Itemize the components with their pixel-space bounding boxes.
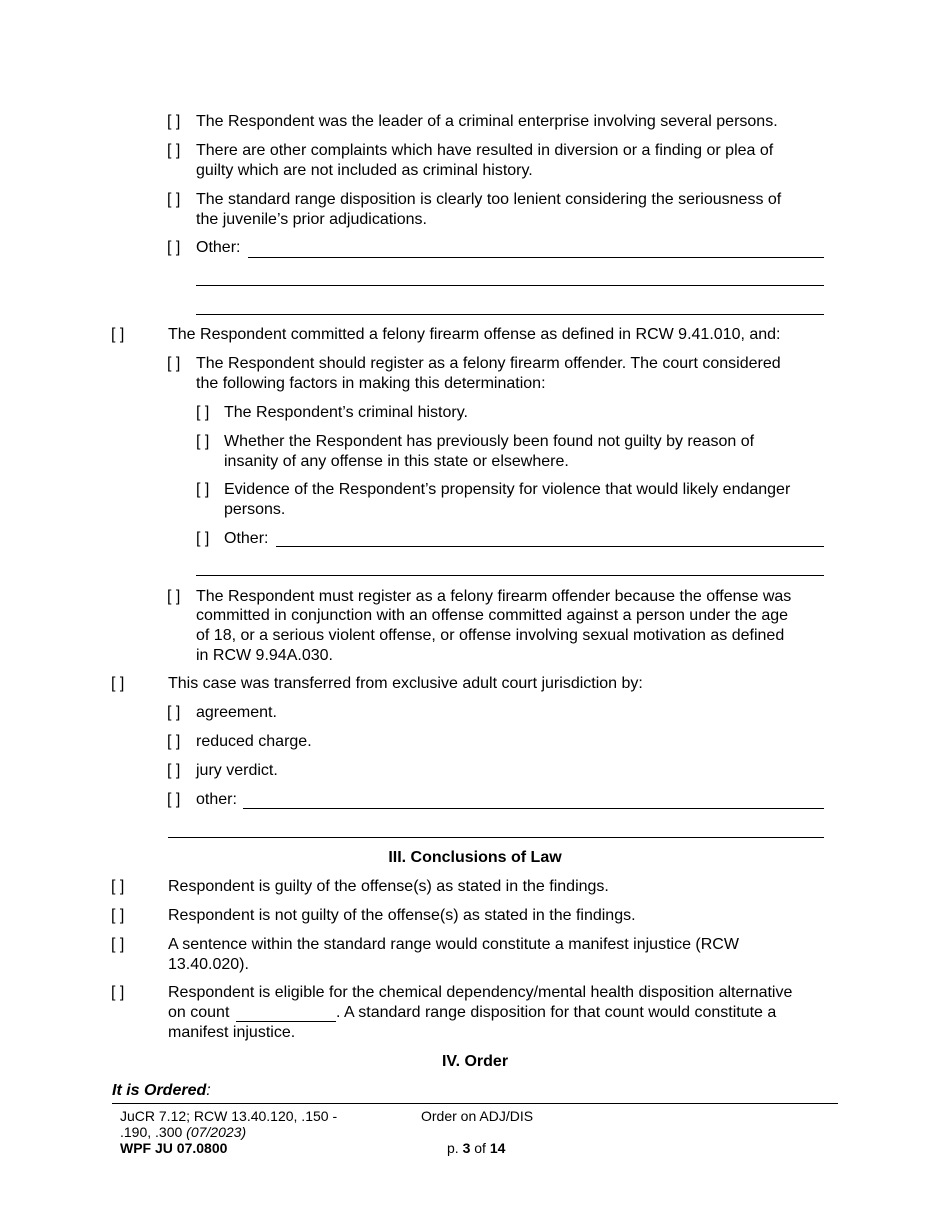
agreement-text: agreement.	[196, 704, 277, 721]
it-is-ordered	[112, 1081, 211, 1101]
too-lenient-text: The standard range disposition is clearly too lenient considering the seriousness of	[196, 191, 782, 208]
too-lenient-text-cont: the juvenile’s prior adjudications.	[196, 211, 427, 228]
footer-form-number: WPF JU 07.0800	[120, 1140, 228, 1156]
it-is-ordered-colon: :	[206, 1082, 211, 1099]
other-factor-line-1[interactable]	[248, 257, 824, 258]
footer-rule	[112, 1103, 838, 1104]
other-factor-line-3[interactable]	[196, 314, 824, 315]
manifest-injustice-text: A sentence within the standard range would constitute a manifest injustice (RCW	[168, 936, 739, 953]
firearm-offense-text: The Respondent committed a felony firearm offense as defined in RCW 9.41.010, and:	[168, 326, 781, 343]
must-register-text-3: of 18, or a serious violent offense, or offense involving sexual motivation as defined	[196, 627, 785, 644]
footer-revision-date: (07/2023)	[186, 1124, 247, 1140]
should-register-text-cont: the following factors in making this determination:	[196, 375, 546, 392]
must-register-text-2: committed in conjunction with an offense committed against a person under the age	[196, 607, 789, 624]
other-firearm-factor-line-1[interactable]	[276, 546, 824, 547]
count-blank-line[interactable]	[236, 1021, 336, 1022]
criminal-history-text: The Respondent’s criminal history.	[224, 404, 468, 421]
footer-rule-ref-cont	[120, 1124, 246, 1140]
other-factor-checkbox[interactable]: [ ]	[167, 239, 181, 256]
violence-text: Evidence of the Respondent’s propensity for violence that would likely endanger	[224, 481, 791, 498]
other-transfer-checkbox[interactable]: [ ]	[167, 791, 181, 808]
insanity-checkbox[interactable]: [ ]	[196, 433, 210, 450]
other-transfer-line-1[interactable]	[243, 808, 824, 809]
guilty-checkbox[interactable]: [ ]	[111, 878, 125, 895]
too-lenient-checkbox[interactable]: [ ]	[167, 191, 181, 208]
footer-page-number	[447, 1140, 505, 1156]
firearm-offense-checkbox[interactable]: [ ]	[111, 326, 125, 343]
other-transfer-line-2[interactable]	[168, 837, 824, 838]
criminal-history-checkbox[interactable]: [ ]	[196, 404, 210, 421]
other-firearm-factor-label: Other:	[224, 530, 269, 547]
eligible-text-end: manifest injustice.	[168, 1024, 296, 1041]
conclusions-heading: III. Conclusions of Law	[388, 849, 562, 866]
guilty-text: Respondent is guilty of the offense(s) as stated in the findings.	[168, 878, 609, 895]
manifest-injustice-checkbox[interactable]: [ ]	[111, 936, 125, 953]
eligible-text-cont: . A standard range disposition for that count would constitute a	[336, 1004, 777, 1021]
leader-checkbox[interactable]: [ ]	[167, 113, 181, 130]
transferred-checkbox[interactable]: [ ]	[111, 675, 125, 692]
footer-page-current: 3	[462, 1140, 471, 1156]
eligible-text: Respondent is eligible for the chemical dependency/mental health disposition alternative	[168, 984, 793, 1001]
should-register-text: The Respondent should register as a felony firearm offender. The court considered	[196, 355, 781, 372]
it-is-ordered-text: It is Ordered	[112, 1082, 207, 1099]
other-factor-line-2[interactable]	[196, 285, 824, 286]
footer-page-total: 14	[489, 1140, 506, 1156]
insanity-text: Whether the Respondent has previously been found not guilty by reason of	[224, 433, 755, 450]
transferred-text: This case was transferred from exclusive adult court jurisdiction by:	[168, 675, 643, 692]
must-register-checkbox[interactable]: [ ]	[167, 588, 181, 605]
other-firearm-factor-line-2[interactable]	[196, 575, 824, 576]
must-register-text-4: in RCW 9.94A.030.	[196, 647, 333, 664]
footer-form-title: Order on ADJ/DIS	[421, 1108, 534, 1124]
agreement-checkbox[interactable]: [ ]	[167, 704, 181, 721]
footer-rule-ref-sections: .190, .300	[120, 1124, 183, 1140]
must-register-text: The Respondent must register as a felony firearm offender because the offense was	[196, 588, 792, 605]
should-register-checkbox[interactable]: [ ]	[167, 355, 181, 372]
other-transfer-label: other:	[196, 791, 237, 808]
footer-page-prefix: p.	[447, 1140, 459, 1156]
violence-checkbox[interactable]: [ ]	[196, 481, 210, 498]
jury-verdict-text: jury verdict.	[196, 762, 278, 779]
not-guilty-checkbox[interactable]: [ ]	[111, 907, 125, 924]
other-factor-label: Other:	[196, 239, 241, 256]
eligible-count-label: on count	[168, 1004, 230, 1021]
other-complaints-text-cont: guilty which are not included as criminal history.	[196, 162, 533, 179]
leader-text: The Respondent was the leader of a criminal enterprise involving several persons.	[196, 113, 778, 130]
jury-verdict-checkbox[interactable]: [ ]	[167, 762, 181, 779]
other-complaints-checkbox[interactable]: [ ]	[167, 142, 181, 159]
manifest-injustice-text-cont: 13.40.020).	[168, 956, 249, 973]
reduced-charge-checkbox[interactable]: [ ]	[167, 733, 181, 750]
footer-rule-ref: JuCR 7.12; RCW 13.40.120, .150 -	[120, 1108, 338, 1124]
eligible-checkbox[interactable]: [ ]	[111, 984, 125, 1001]
reduced-charge-text: reduced charge.	[196, 733, 312, 750]
other-firearm-factor-checkbox[interactable]: [ ]	[196, 530, 210, 547]
order-heading: IV. Order	[441, 1053, 509, 1070]
footer-page-of: of	[474, 1140, 486, 1156]
violence-text-cont: persons.	[224, 501, 286, 518]
not-guilty-text: Respondent is not guilty of the offense(s) as stated in the findings.	[168, 907, 636, 924]
insanity-text-cont: insanity of any offense in this state or elsewhere.	[224, 453, 569, 470]
other-complaints-text: There are other complaints which have resulted in diversion or a finding or plea of	[196, 142, 774, 159]
